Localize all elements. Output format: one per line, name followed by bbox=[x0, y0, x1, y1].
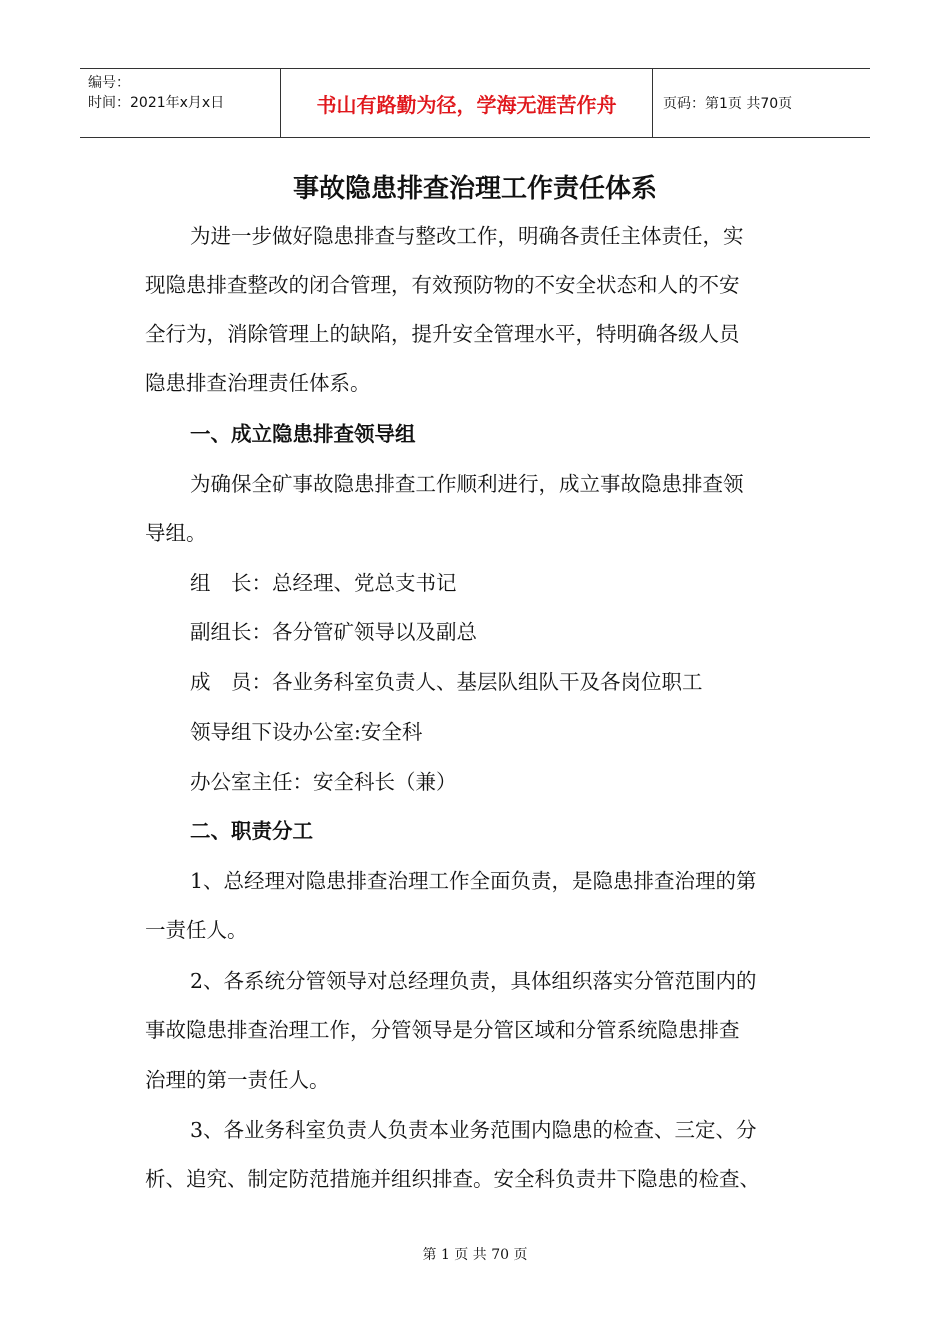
paragraph-line: 成 员：各业务科室负责人、基层队组队干及各岗位职工 bbox=[190, 670, 703, 694]
paragraph-line: 1、总经理对隐患排查治理工作全面负责，是隐患排查治理的第 bbox=[190, 869, 757, 893]
paragraph-line: 导组。 bbox=[145, 521, 207, 545]
paragraph-line: 全行为，消除管理上的缺陷，提升安全管理水平，特明确各级人员 bbox=[145, 322, 740, 346]
section-heading: 一、成立隐患排查领导组 bbox=[190, 422, 416, 446]
paragraph-line: 组 长：总经理、党总支书记 bbox=[190, 571, 457, 595]
paragraph-line: 事故隐患排查治理工作，分管领导是分管区域和分管系统隐患排查 bbox=[145, 1018, 740, 1042]
header-page-info: 页码：第1页 共70页 bbox=[663, 96, 793, 112]
paragraph-line: 一责任人。 bbox=[145, 918, 248, 942]
number-label: 编号： bbox=[88, 75, 130, 91]
paragraph-line: 现隐患排查整改的闭合管理，有效预防物的不安全状态和人的不安 bbox=[145, 273, 740, 297]
paragraph-line: 办公室主任：安全科长（兼） bbox=[190, 770, 457, 794]
paragraph-line: 2、各系统分管领导对总经理负责，具体组织落实分管范围内的 bbox=[190, 969, 757, 993]
paragraph-line: 治理的第一责任人。 bbox=[145, 1068, 330, 1092]
paragraph-line: 为进一步做好隐患排查与整改工作，明确各责任主体责任，实 bbox=[190, 224, 744, 248]
paragraph-line: 领导组下设办公室:安全科 bbox=[190, 720, 423, 744]
header-table bbox=[80, 68, 870, 138]
paragraph-line: 隐患排查治理责任体系。 bbox=[145, 371, 371, 395]
header-meta bbox=[80, 69, 281, 137]
paragraph-line: 为确保全矿事故隐患排查工作顺利进行，成立事故隐患排查领 bbox=[190, 472, 744, 496]
paragraph-line: 析、追究、制定防范措施并组织排查。安全科负责井下隐患的检查、 bbox=[145, 1167, 760, 1191]
header-motto: 书山有路勤为径，学海无涯苦作舟 bbox=[281, 69, 653, 137]
time-label: 时间：2021年x月x日 bbox=[88, 95, 225, 111]
document-title: 事故隐患排查治理工作责任体系 bbox=[292, 174, 657, 204]
page-footer: 第 1 页 共 70 页 bbox=[422, 1247, 528, 1263]
paragraph-line: 副组长：各分管矿领导以及副总 bbox=[190, 620, 477, 644]
paragraph-line: 3、各业务科室负责人负责本业务范围内隐患的检查、三定、分 bbox=[190, 1118, 757, 1142]
section-heading: 二、职责分工 bbox=[190, 819, 313, 843]
